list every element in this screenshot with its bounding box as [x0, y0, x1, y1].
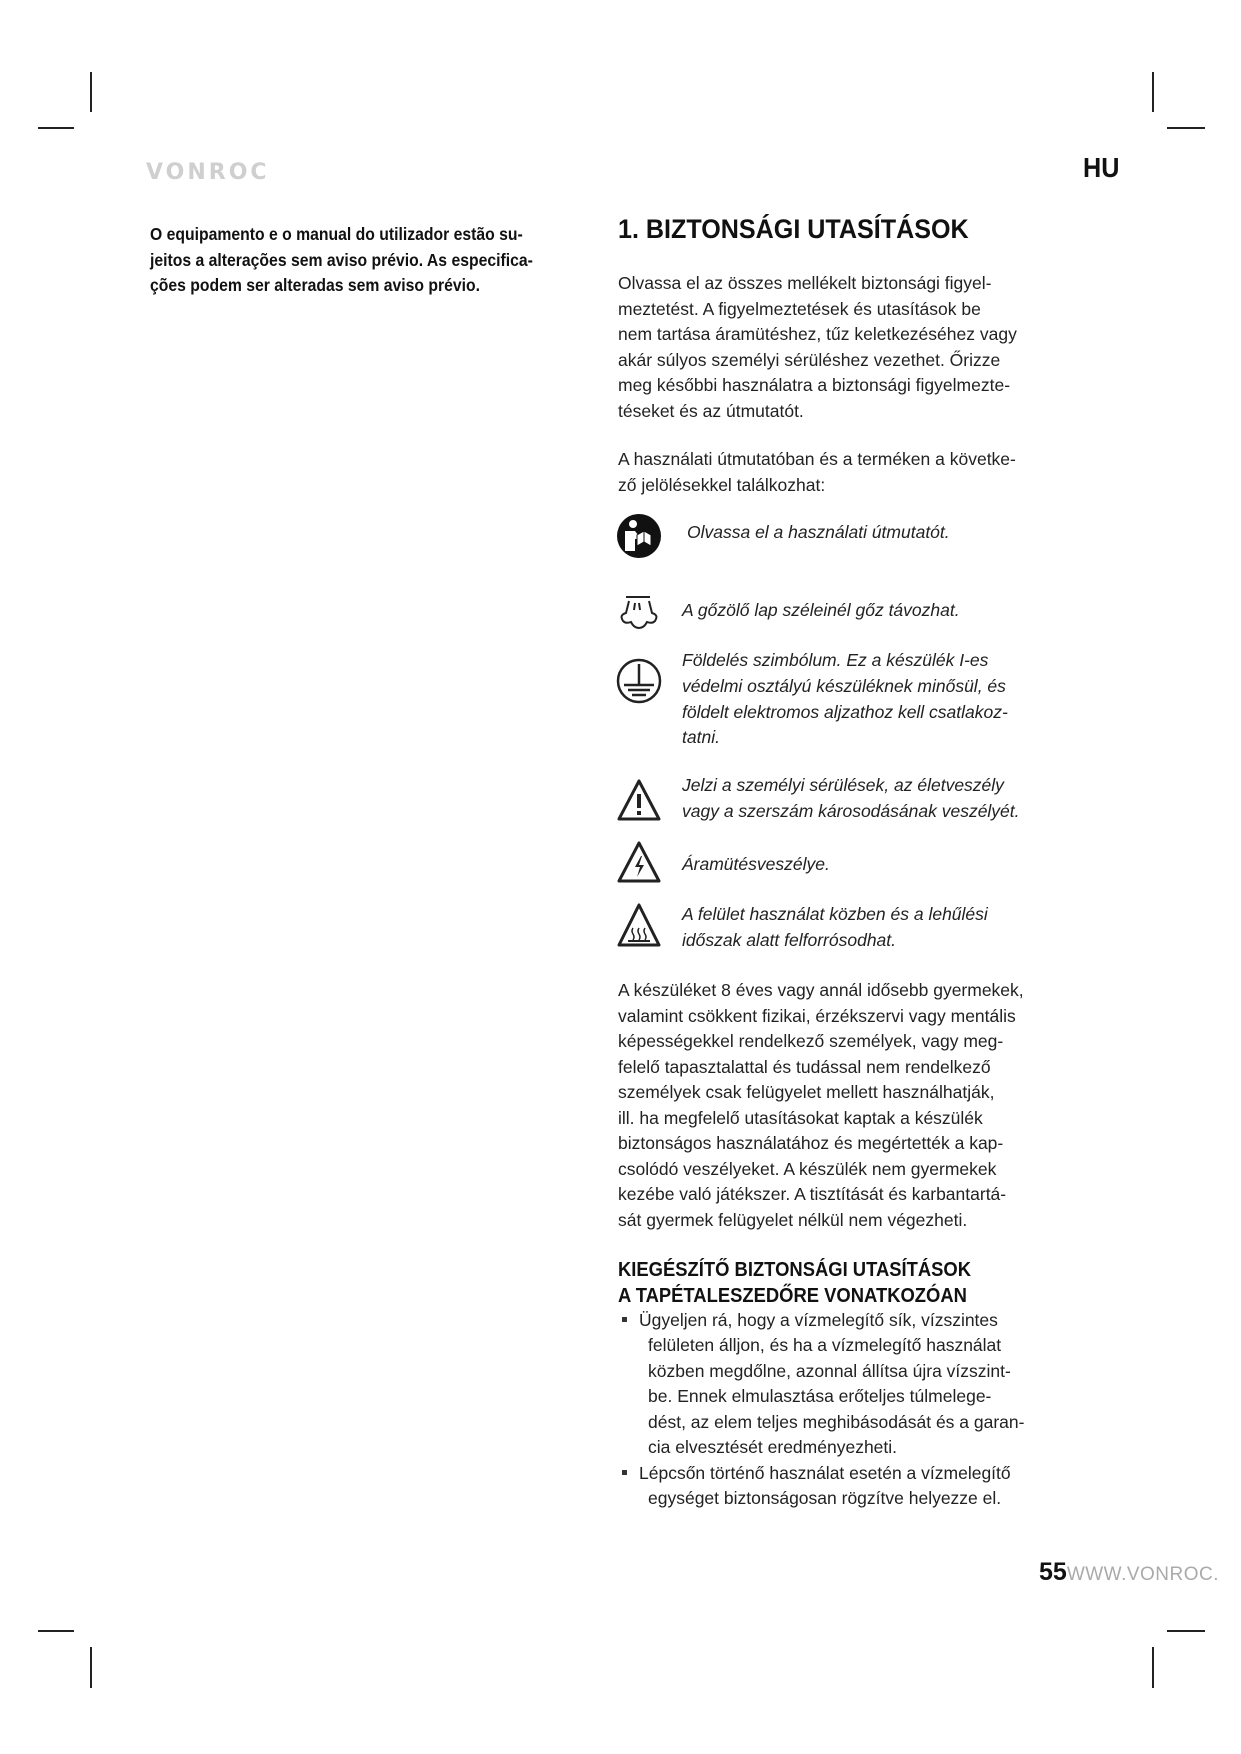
crop-mark [1152, 72, 1154, 112]
text-line: A készüléket 8 éves vagy annál idősebb gyermekek, [618, 980, 1024, 1000]
crop-mark [1167, 127, 1205, 129]
text-line: személyek csak felügyelet mellett használhatják, [618, 1082, 995, 1102]
text-line: felelő tapasztalattal és tudással nem rendelkező [618, 1056, 991, 1077]
text-line: akár súlyos személyi sérüléshez vezethet. Őrizze [618, 349, 1001, 370]
text-line: csolódó veszélyeket. A készülék nem gyermekek [618, 1158, 997, 1179]
crop-mark [38, 127, 74, 129]
text-line: vagy a szerszám károsodásának veszélyét. [682, 800, 1020, 821]
symbol-description [682, 773, 1020, 825]
symbols-intro-paragraph [618, 447, 1088, 498]
text-line: téseket és az útmutatót. [618, 400, 804, 421]
text-line: O equipamento e o manual do utilizador estão su- [150, 224, 523, 244]
text-line: Áramütésveszélye. [682, 854, 830, 874]
read-manual-icon [616, 513, 662, 559]
intro-paragraph [618, 271, 1088, 424]
hot-surface-icon [616, 902, 662, 948]
bullet-item [618, 1461, 1011, 1512]
text-line: tatni. [682, 727, 720, 748]
text-line: Ügyeljen rá, hogy a vízmelegítő sík, vízszintes [639, 1310, 998, 1330]
crop-mark [90, 72, 92, 112]
subsection-title [618, 1257, 971, 1309]
disclaimer-note [150, 222, 690, 299]
page-number: 55 [1039, 1558, 1067, 1586]
text-line: Olvassa el a használati útmutatót. [687, 522, 950, 542]
symbol-description [682, 598, 960, 624]
bullet-icon [622, 1317, 627, 1322]
text-line: kezébe való játékszer. A tisztítását és karbantartá- [618, 1184, 1007, 1204]
text-line: A gőzölő lap széleinél gőz távozhat. [682, 600, 960, 620]
bullet-first-line [618, 1461, 1011, 1486]
text-line: ző jelölésekkel találkozhat: [618, 474, 826, 495]
text-line: biztonságos használatához és megértették a kap- [618, 1133, 1004, 1153]
crop-mark [1152, 1647, 1154, 1688]
text-line: KIEGÉSZÍTŐ BIZTONSÁGI UTASÍTÁSOK [618, 1259, 972, 1281]
bullet-first-line [618, 1308, 1024, 1333]
text-line: védelmi osztályú készüléknek minősül, és [682, 675, 1006, 696]
text-line: jeitos a alterações sem aviso prévio. As especifica- [150, 249, 533, 270]
crop-mark [38, 1630, 74, 1632]
text-line: egységet biztonságosan rögzítve helyezze el. [648, 1488, 1002, 1509]
text-line: időszak alatt felforrósodhat. [682, 929, 897, 950]
text-line: képességekkel rendelkező személyek, vagy meg- [618, 1031, 1004, 1051]
language-code: HU [1083, 152, 1120, 183]
symbol-description [682, 852, 830, 878]
text-line: ções podem ser alteradas sem aviso prévio. [150, 275, 481, 295]
text-line: A felület használat közben és a lehűlési [682, 904, 988, 924]
page-footer [1039, 1558, 1219, 1587]
text-line: felületen álljon, és ha a vízmelegítő használat [648, 1335, 1002, 1356]
text-line: Lépcsőn történő használat esetén a vízmelegítő [639, 1463, 1011, 1483]
text-line: cia elvesztését eredményezheti. [648, 1437, 898, 1458]
steam-icon [618, 595, 658, 631]
protective-earth-icon [616, 658, 662, 704]
text-line: dést, az elem teljes meghibásodását és a garan- [648, 1411, 1025, 1432]
text-line: valamint csökkent fizikai, érzékszervi vagy mentális [618, 1005, 1016, 1026]
symbol-description [682, 648, 1008, 751]
text-line: földelt elektromos aljzathoz kell csatlakoz- [682, 701, 1008, 722]
crop-mark [90, 1647, 92, 1688]
children-safety-paragraph [618, 978, 1088, 1233]
text-line: meztetést. A figyelmeztetések és utasítások be [618, 298, 981, 319]
warning-icon [616, 778, 662, 822]
website-url: WWW.VONROC. [1066, 1564, 1220, 1585]
electric-shock-icon [616, 840, 662, 884]
bullet-icon [622, 1470, 627, 1475]
text-line: A TAPÉTALESZEDŐRE VONATKOZÓAN [618, 1285, 967, 1307]
brand-logo: VONROC [146, 160, 270, 185]
text-line: be. Ennek elmulasztása erőteljes túlmelege- [648, 1386, 992, 1407]
text-line: Olvassa el az összes mellékelt biztonsági figyel- [618, 273, 992, 293]
symbol-description [687, 520, 950, 546]
text-line: Földelés szimbólum. Ez a készülék I-es [682, 650, 989, 670]
text-line: ill. ha megfelelő utasításokat kaptak a készülék [618, 1107, 983, 1128]
text-line: Jelzi a személyi sérülések, az életveszély [682, 775, 1004, 795]
section-title: 1. BIZTONSÁGI UTASÍTÁSOK [618, 214, 969, 244]
text-line: meg későbbi használatra a biztonsági figyelmezte- [618, 375, 1011, 395]
symbol-description [682, 902, 988, 954]
bullet-item [618, 1308, 1024, 1460]
text-line: sát gyermek felügyelet nélkül nem végezheti. [618, 1209, 968, 1230]
crop-mark [1167, 1630, 1205, 1632]
text-line: közben megdőlne, azonnal állítsa újra vízszint- [648, 1360, 1011, 1381]
text-line: A használati útmutatóban és a terméken a követke- [618, 449, 1016, 469]
text-line: nem tartása áramütéshez, tűz keletkezéséhez vagy [618, 324, 1017, 344]
